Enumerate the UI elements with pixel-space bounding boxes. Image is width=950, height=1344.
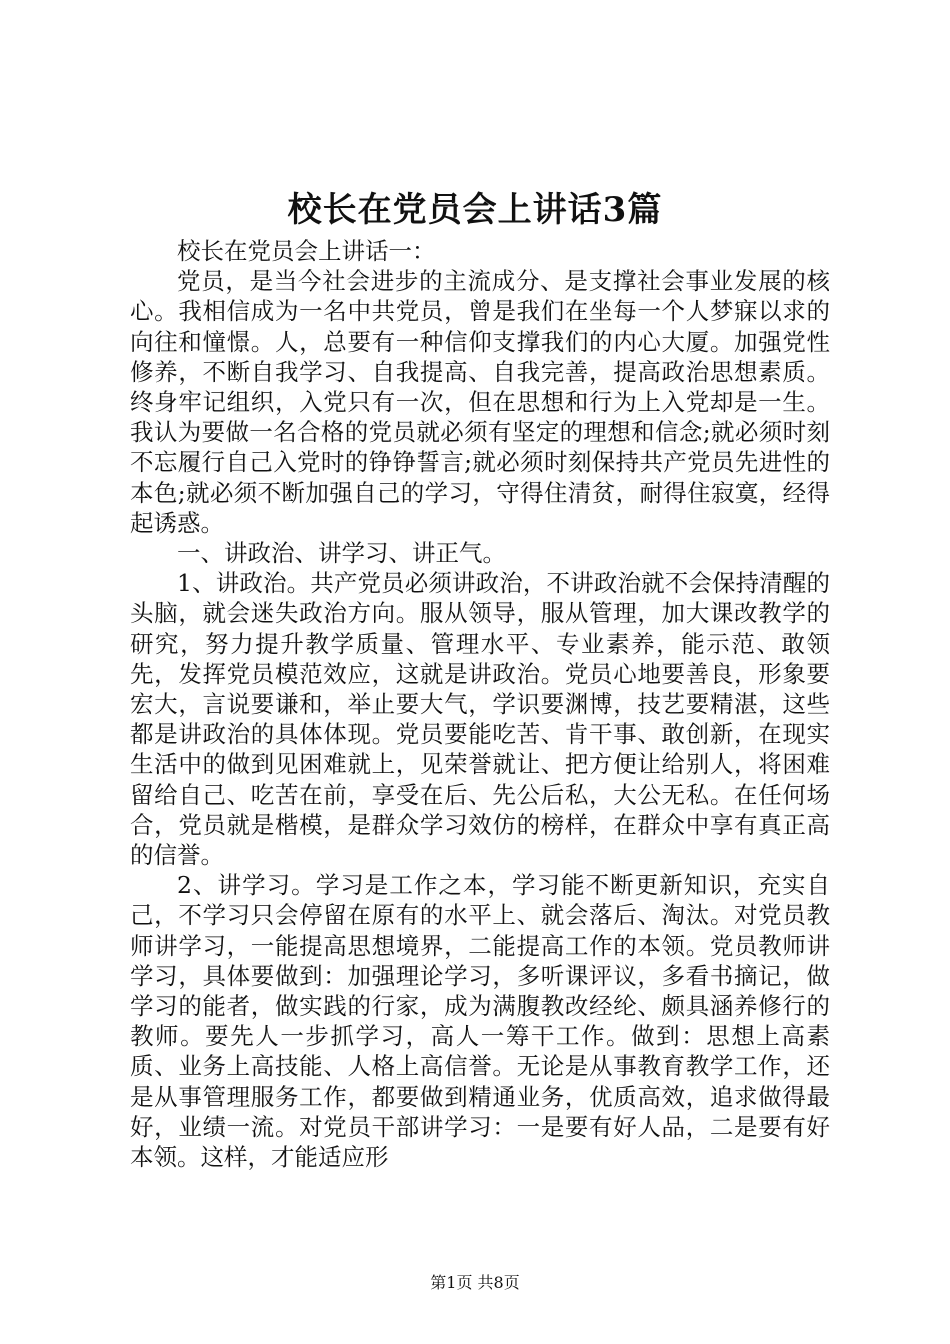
paragraph-speech-heading: 校长在党员会上讲话一： bbox=[177, 237, 436, 265]
paragraph-study: 2、讲学习。学习是工作之本，学习能不断更新知识，充实自己，不学习只会停留在原有的水平上、就会落后、淘汰。对党员教师讲学习，一能提高思想境界，二能提高工作的本领。党员教师讲学习，具体要做到：加强理论学习，多听课评议，多看书摘记，做学习的能者，做实践的行家，成为满腹教改经纶、颇具涵养修行的教师。要先人一步抓学习，高人一筹干工作。做到：思想上高素质、业务上高技能、人格上高信誉。无论是从事教育教学工作，还是从事管理服务工作，都要做到精通业务，优质高效，追求做得最好，业绩一流。对党员干部讲学习：一是要有好人品，二是要有好本领。这样，才能适应形 bbox=[130, 871, 830, 1172]
paragraph-politics: 1、讲政治。共产党员必须讲政治，不讲政治就不会保持清醒的头脑，就会迷失政治方向。服从领导，服从管理，加大课改教学的研究，努力提升教学质量、管理水平、专业素养，能示范、敢领先，发挥党员模范效应，这就是讲政治。党员心地要善良，形象要宏大，言说要谦和，举止要大气，学识要渊博，技艺要精湛，这些都是讲政治的具体体现。党员要能吃苦、肯干事、敢创新，在现实生活中的做到见困难就上，见荣誉就让、把方便让给别人，将困难留给自己、吃苦在前，享受在后、先公后私，大公无私。在任何场合，党员就是楷模，是群众学习效仿的榜样，在群众中享有真正高的信誉。 bbox=[130, 569, 830, 870]
document-body bbox=[130, 236, 830, 1172]
document-title: 校长在党员会上讲话3篇 bbox=[287, 190, 663, 230]
paragraph-section-heading: 一、讲政治、讲学习、讲正气。 bbox=[177, 539, 506, 568]
page-footer: 第1页 共8页 bbox=[430, 1273, 520, 1292]
paragraph-intro: 党员，是当今社会进步的主流成分、是支撑社会事业发展的核心。我相信成为一名中共党员，曾是我们在坐每一个人梦寐以求的向往和憧憬。人，总要有一种信仰支撑我们的内心大厦。加强党性修养，不断自我学习、自我提高、自我完善，提高政治思想素质。终身牢记组织，入党只有一次，但在思想和行为上入党却是一生。我认为要做一名合格的党员就必须有坚定的理想和信念;就必须时刻不忘履行自己入党时的铮铮誓言;就必须时刻保持共产党员先进性的本色;就必须不断加强自己的学习，守得住清贫，耐得住寂寞，经得起诱惑。 bbox=[130, 267, 830, 537]
